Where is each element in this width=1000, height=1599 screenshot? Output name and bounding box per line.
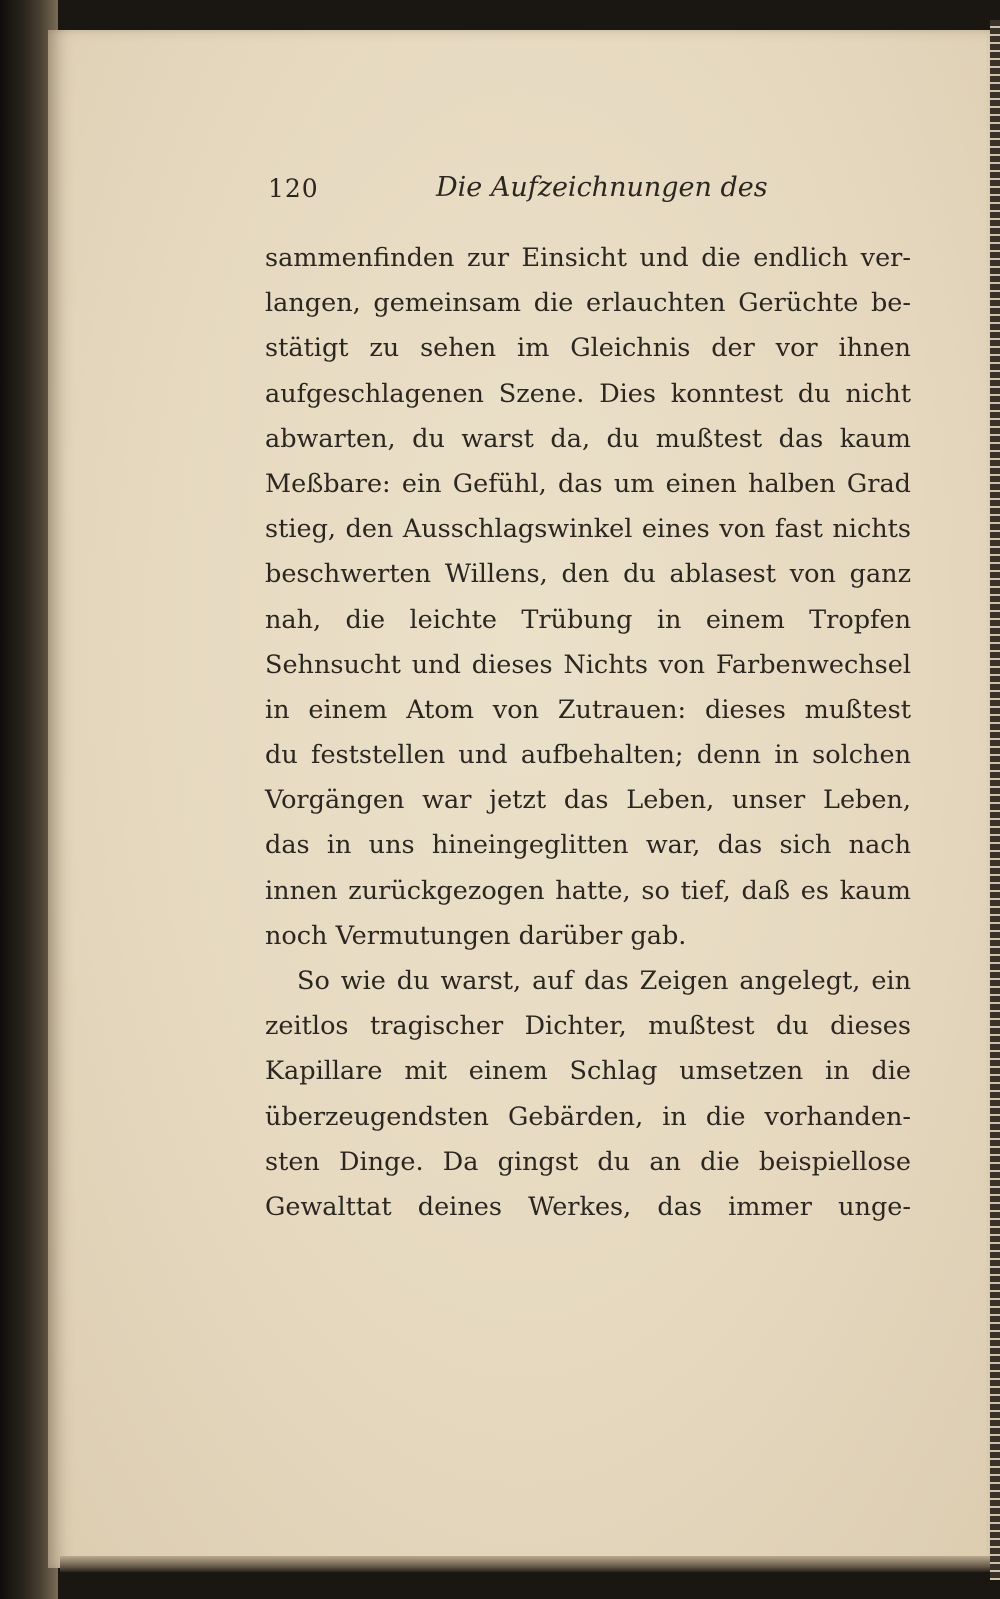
text-line: Meßbare: ein Gefühl, das um einen halben Grad <box>265 468 911 499</box>
text-line: Gewalttat deines Werkes, das immer unge- <box>265 1191 911 1222</box>
page-header <box>268 164 908 208</box>
text-line: abwarten, du warst da, du mußtest das kaum <box>265 423 911 454</box>
text-line: innen zurückgezogen hatte, so tief, daß es kaum <box>265 875 911 906</box>
text-line: sammenfinden zur Einsicht und die endlich ver- <box>265 243 911 273</box>
text-line: Sehnsucht und dieses Nichts von Farbenwechsel <box>265 649 911 680</box>
page-right-edge <box>990 20 1000 1580</box>
running-head: Die Aufzeichnungen des <box>436 172 768 203</box>
body-text <box>265 236 911 1230</box>
text-line: beschwerten Willens, den du ablasest von ganz <box>265 559 911 590</box>
text-line: Vorgängen war jetzt das Leben, unser Leben, <box>265 785 911 816</box>
page-number: 120 <box>268 174 319 203</box>
text-line: du feststellen und aufbehalten; denn in solchen <box>265 740 911 771</box>
text-line: noch Vermutungen darüber gab. <box>265 920 687 951</box>
text-line: zeitlos tragischer Dichter, mußtest du dieses <box>265 1011 911 1042</box>
text-line: stieg, den Ausschlagswinkel eines von fast nichts <box>265 514 911 545</box>
text-line: in einem Atom von Zutrauen: dieses mußtest <box>265 694 911 725</box>
text-line: sten Dinge. Da gingst du an die beispiellose <box>265 1146 911 1177</box>
page-bottom-edge <box>60 1556 996 1572</box>
text-line: überzeugendsten Gebärden, in die vorhanden- <box>265 1101 911 1132</box>
text-line: nah, die leichte Trübung in einem Tropfen <box>265 604 911 635</box>
text-line: stätigt zu sehen im Gleichnis der vor ihnen <box>265 333 911 364</box>
text-line: aufgeschlagenen Szene. Dies konntest du nicht <box>265 378 911 409</box>
text-line: Kapillare mit einem Schlag umsetzen in die <box>265 1056 911 1087</box>
text-line: So wie du warst, auf das Zeigen angelegt, ein <box>297 966 911 996</box>
text-line: das in uns hineingeglitten war, das sich nach <box>265 830 911 861</box>
text-line: langen, gemeinsam die erlauchten Gerüchte be- <box>265 288 911 319</box>
